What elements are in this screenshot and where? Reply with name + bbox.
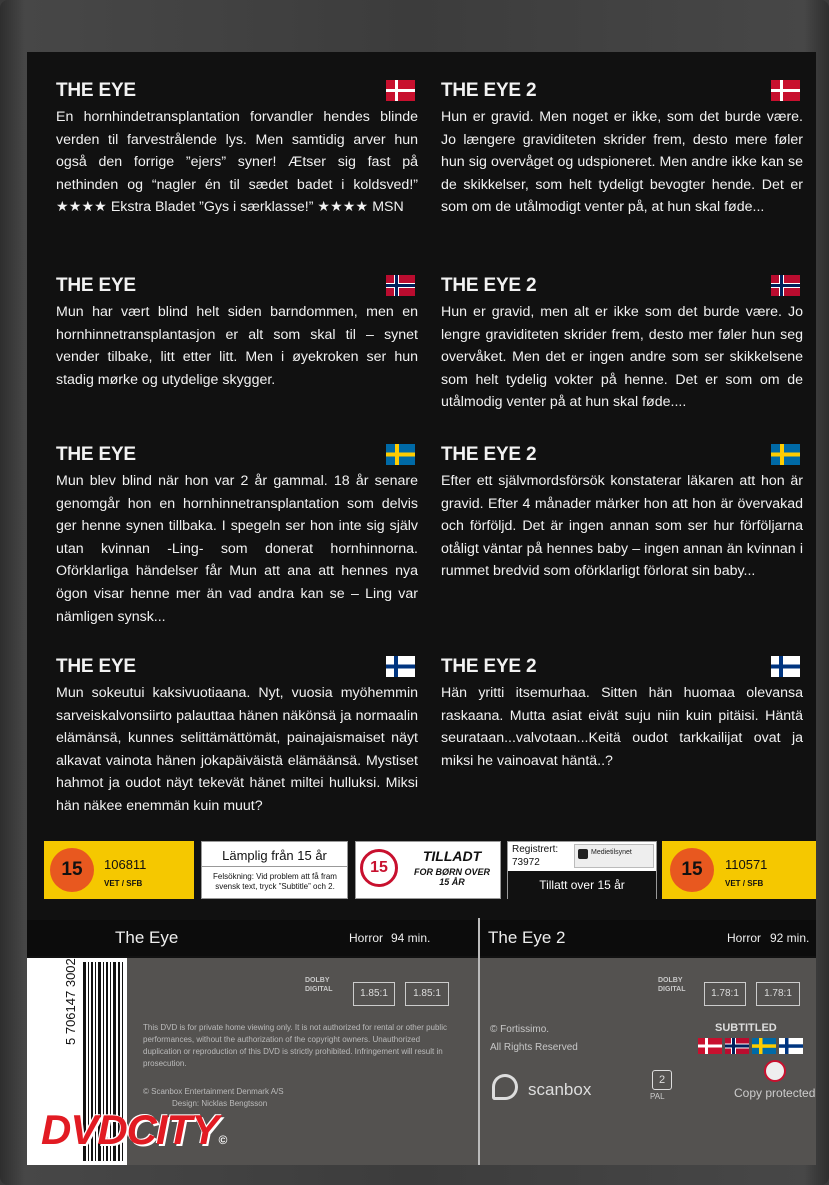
tilladt-sub: FOR BØRN OVER 15 ÅR	[413, 867, 490, 887]
swedish-flag-icon	[386, 444, 415, 465]
rating-code: 110571	[725, 857, 768, 872]
anamorphic-box: 1.85:1	[405, 982, 449, 1006]
subtitle-flags	[698, 1038, 804, 1056]
synopsis-text: En hornhindetransplantation forvandler hendes blinde verden til farvestrålende lys. Men samtidig arver hun også den forrige ”ejers” syner! Ætser sig fast på nethinden og “nagler én til sædet badet i koldsved!” ★★★★ Ekstra Bladet ”Gys i særklasse!” ★★★★ MSN	[56, 109, 418, 216]
back-cover-sheet	[27, 52, 816, 1165]
medietilsynet-box	[507, 841, 657, 899]
synopsis-the-eye-2-danish	[441, 80, 803, 219]
aspect-ratio-box: 1.85:1	[353, 982, 395, 1006]
rating-box-left	[44, 841, 194, 899]
finnish-flag-icon	[779, 1038, 803, 1054]
barcode-number: 5 706147 3002	[63, 958, 78, 1045]
dolby-logo	[658, 976, 694, 994]
copyright-text: © Fortissimo.	[490, 1024, 550, 1035]
copy-protected-label: Copy protected	[734, 1086, 816, 1100]
divider	[202, 866, 347, 867]
synopsis-text: Hun er gravid. Men noget er ikke, som det burde være. Jo længere graviditeten skrider frem, desto mere føler hun sig overvåget og udspioneret. Men andre ikke kan se de skikkelser, som helt tydeligt bevogter hende. Det er som om de utålmodigt venter på, at hun skal føde...	[441, 109, 803, 216]
danish-flag-icon	[698, 1038, 722, 1054]
section-title: THE EYE 2	[441, 444, 537, 465]
section-title: THE EYE 2	[441, 656, 537, 677]
film-info-bar-2	[480, 920, 816, 956]
synopsis-the-eye-finnish	[56, 656, 418, 818]
synopsis-text: Efter ett självmordsförsök konstaterar läkaren att hon är gravid. Efter 4 månader märker hon att hon är övervakad och förföljd. Det är ingen annan som ser hur förföljarna otåligt väntar på hennes baby – ingen annan än kvinnan i rummet bredvid som oförklarligt förlorat sin baby...	[441, 473, 803, 580]
copy-protected-icon	[764, 1060, 786, 1082]
age-rating-badge: 15	[50, 848, 94, 892]
section-title: THE EYE 2	[441, 275, 537, 296]
dolby-label: DOLBY DIGITAL	[305, 977, 333, 993]
film-title: The Eye 2	[488, 928, 566, 947]
dolby-label: DOLBY DIGITAL	[658, 977, 686, 993]
finnish-flag-icon	[771, 656, 800, 677]
synopsis-text: Mun sokeutui kaksivuotiaana. Nyt, vuosia myöhemmin sarveiskalvonsiirto palauttaa hänen näkönsä ja normaalin elämänsä, kunnes selittämättömät, painajaismaiset näyt alkavat vainota hänen jokapäiväistä elämäänsä. Mystiset hahmot ja oudot näyt tekevät hänet miltei hulluksi. Miksi hän näkee enemmän kuin muut?	[56, 685, 418, 814]
legal-design: Design: Nicklas Bengtsson	[172, 1099, 268, 1108]
synopsis-text: Mun blev blind när hon var 2 år gammal. 18 år senare genomgår hon en hornhinnetransplantation som delvis ger henne synen tillbaka. I spegeln ser hon inte sig själv utan kvinnan -Ling- som donerat hornhinnorna. Oförklarliga händelser får Mun att ana att hennes nya ögon visar henne mer än vad andra kan se – Ling var nämligen synsk...	[56, 473, 418, 625]
tilladt-label: TILLADT	[422, 848, 482, 864]
tillatt-label: Tillatt over 15 år	[508, 871, 656, 899]
registered-number: 73972	[512, 857, 540, 868]
norwegian-flag-icon	[725, 1038, 749, 1054]
swedish-rating-title: Lämplig från 15 år	[222, 848, 327, 863]
dolby-logo	[305, 976, 341, 994]
synopsis-the-eye-2-norwegian	[441, 275, 803, 414]
film-genre: Horror	[349, 931, 384, 945]
film-runtime: 92 min.	[770, 931, 810, 945]
synopsis-the-eye-norwegian	[56, 275, 418, 391]
ratings-strip	[44, 841, 816, 899]
brand-logo: scanbox	[528, 1080, 592, 1099]
synopsis-the-eye-danish	[56, 80, 418, 219]
finnish-flag-icon	[386, 656, 415, 677]
swedish-flag-icon	[752, 1038, 776, 1054]
norwegian-flag-icon	[386, 275, 415, 296]
tech-panel-right	[480, 958, 816, 1165]
subtitled-label: SUBTITLED	[715, 1022, 777, 1034]
scanbox-swirl-icon	[492, 1074, 518, 1100]
synopsis-text: Hän yritti itsemurhaa. Sitten hän huomaa olevansa raskaana. Mutta asiat eivät suju niin kuin pitäisi. Häntä seurataan...valvotaan...Keitä oudot tarkkailijat ovat ja miksi he vainoavat häntä..?	[441, 685, 803, 769]
age-rating-badge: 15	[360, 849, 398, 887]
copyright-mark: ©	[218, 1133, 227, 1147]
rating-code: 106811	[104, 857, 147, 872]
danish-flag-icon	[386, 80, 415, 101]
anamorphic-box: 1.78:1	[756, 982, 800, 1006]
swedish-flag-icon	[771, 444, 800, 465]
region-badge: 2	[652, 1070, 672, 1090]
synopsis-the-eye-2-finnish	[441, 656, 803, 772]
section-title: THE EYE	[56, 656, 136, 677]
dvdcity-text: DVDCITY	[41, 1106, 219, 1153]
legal-company: © Scanbox Entertainment Denmark A/S	[143, 1087, 284, 1096]
synopsis-the-eye-swedish	[56, 444, 418, 628]
section-title: THE EYE 2	[441, 80, 537, 101]
danish-flag-icon	[771, 80, 800, 101]
aspect-ratio-box: 1.78:1	[704, 982, 746, 1006]
section-title: THE EYE	[56, 275, 136, 296]
rating-box-right	[662, 841, 816, 899]
norwegian-rating-box	[355, 841, 501, 899]
format-label: PAL	[650, 1092, 665, 1101]
tech-panel-left	[27, 958, 478, 1165]
age-rating-badge: 15	[670, 848, 714, 892]
film-genre: Horror	[727, 931, 762, 945]
synopsis-text: Mun har vært blind helt siden barndommen, men en hornhinnetransplantasjon er alt som skal til – synet vender tilbake, litt etter litt. Men i øyekroken ser hun stadig mørke og utydelige skygger.	[56, 304, 418, 388]
film-title: The Eye	[115, 928, 179, 947]
section-title: THE EYE	[56, 444, 136, 465]
section-title: THE EYE	[56, 80, 136, 101]
rights-text: All Rights Reserved	[490, 1042, 578, 1053]
dvdcity-logo	[41, 1106, 226, 1154]
swedish-subtitle-note: Felsökning: Vid problem att få fram svensk text, tryck ”Subtitle” och 2.	[213, 872, 337, 891]
rating-org: VET / SFB	[725, 879, 764, 888]
medietilsynet-logo	[574, 844, 654, 868]
medietilsynet-icon	[578, 849, 588, 859]
film-runtime: 94 min.	[391, 931, 431, 945]
legal-notice: This DVD is for private home viewing only. It is not authorized for rental or other public performances, without the authorization of the copyright owners. Unauthorized duplication or reproduction of this DVD is strictly prohibited. Infringement will result in prosecution.	[143, 1023, 447, 1068]
medietilsynet-text: Medietilsynet	[591, 849, 632, 856]
synopsis-the-eye-2-swedish	[441, 444, 803, 583]
rating-org: VET / SFB	[104, 879, 143, 888]
registered-label: Registrert:	[512, 844, 559, 855]
swedish-rating-box	[201, 841, 348, 899]
synopsis-text: Hun er gravid, men alt er ikke som det burde være. Jo lengre graviditeten skrider frem, desto mer føler hun seg overvåket. Men det er ingen andre som ser skikkelsene som helt tydelig vokter på henne. Det er som om de utålmodig venter på at hun skal føde....	[441, 304, 803, 411]
film-info-bar-1	[27, 920, 478, 956]
norwegian-flag-icon	[771, 275, 800, 296]
